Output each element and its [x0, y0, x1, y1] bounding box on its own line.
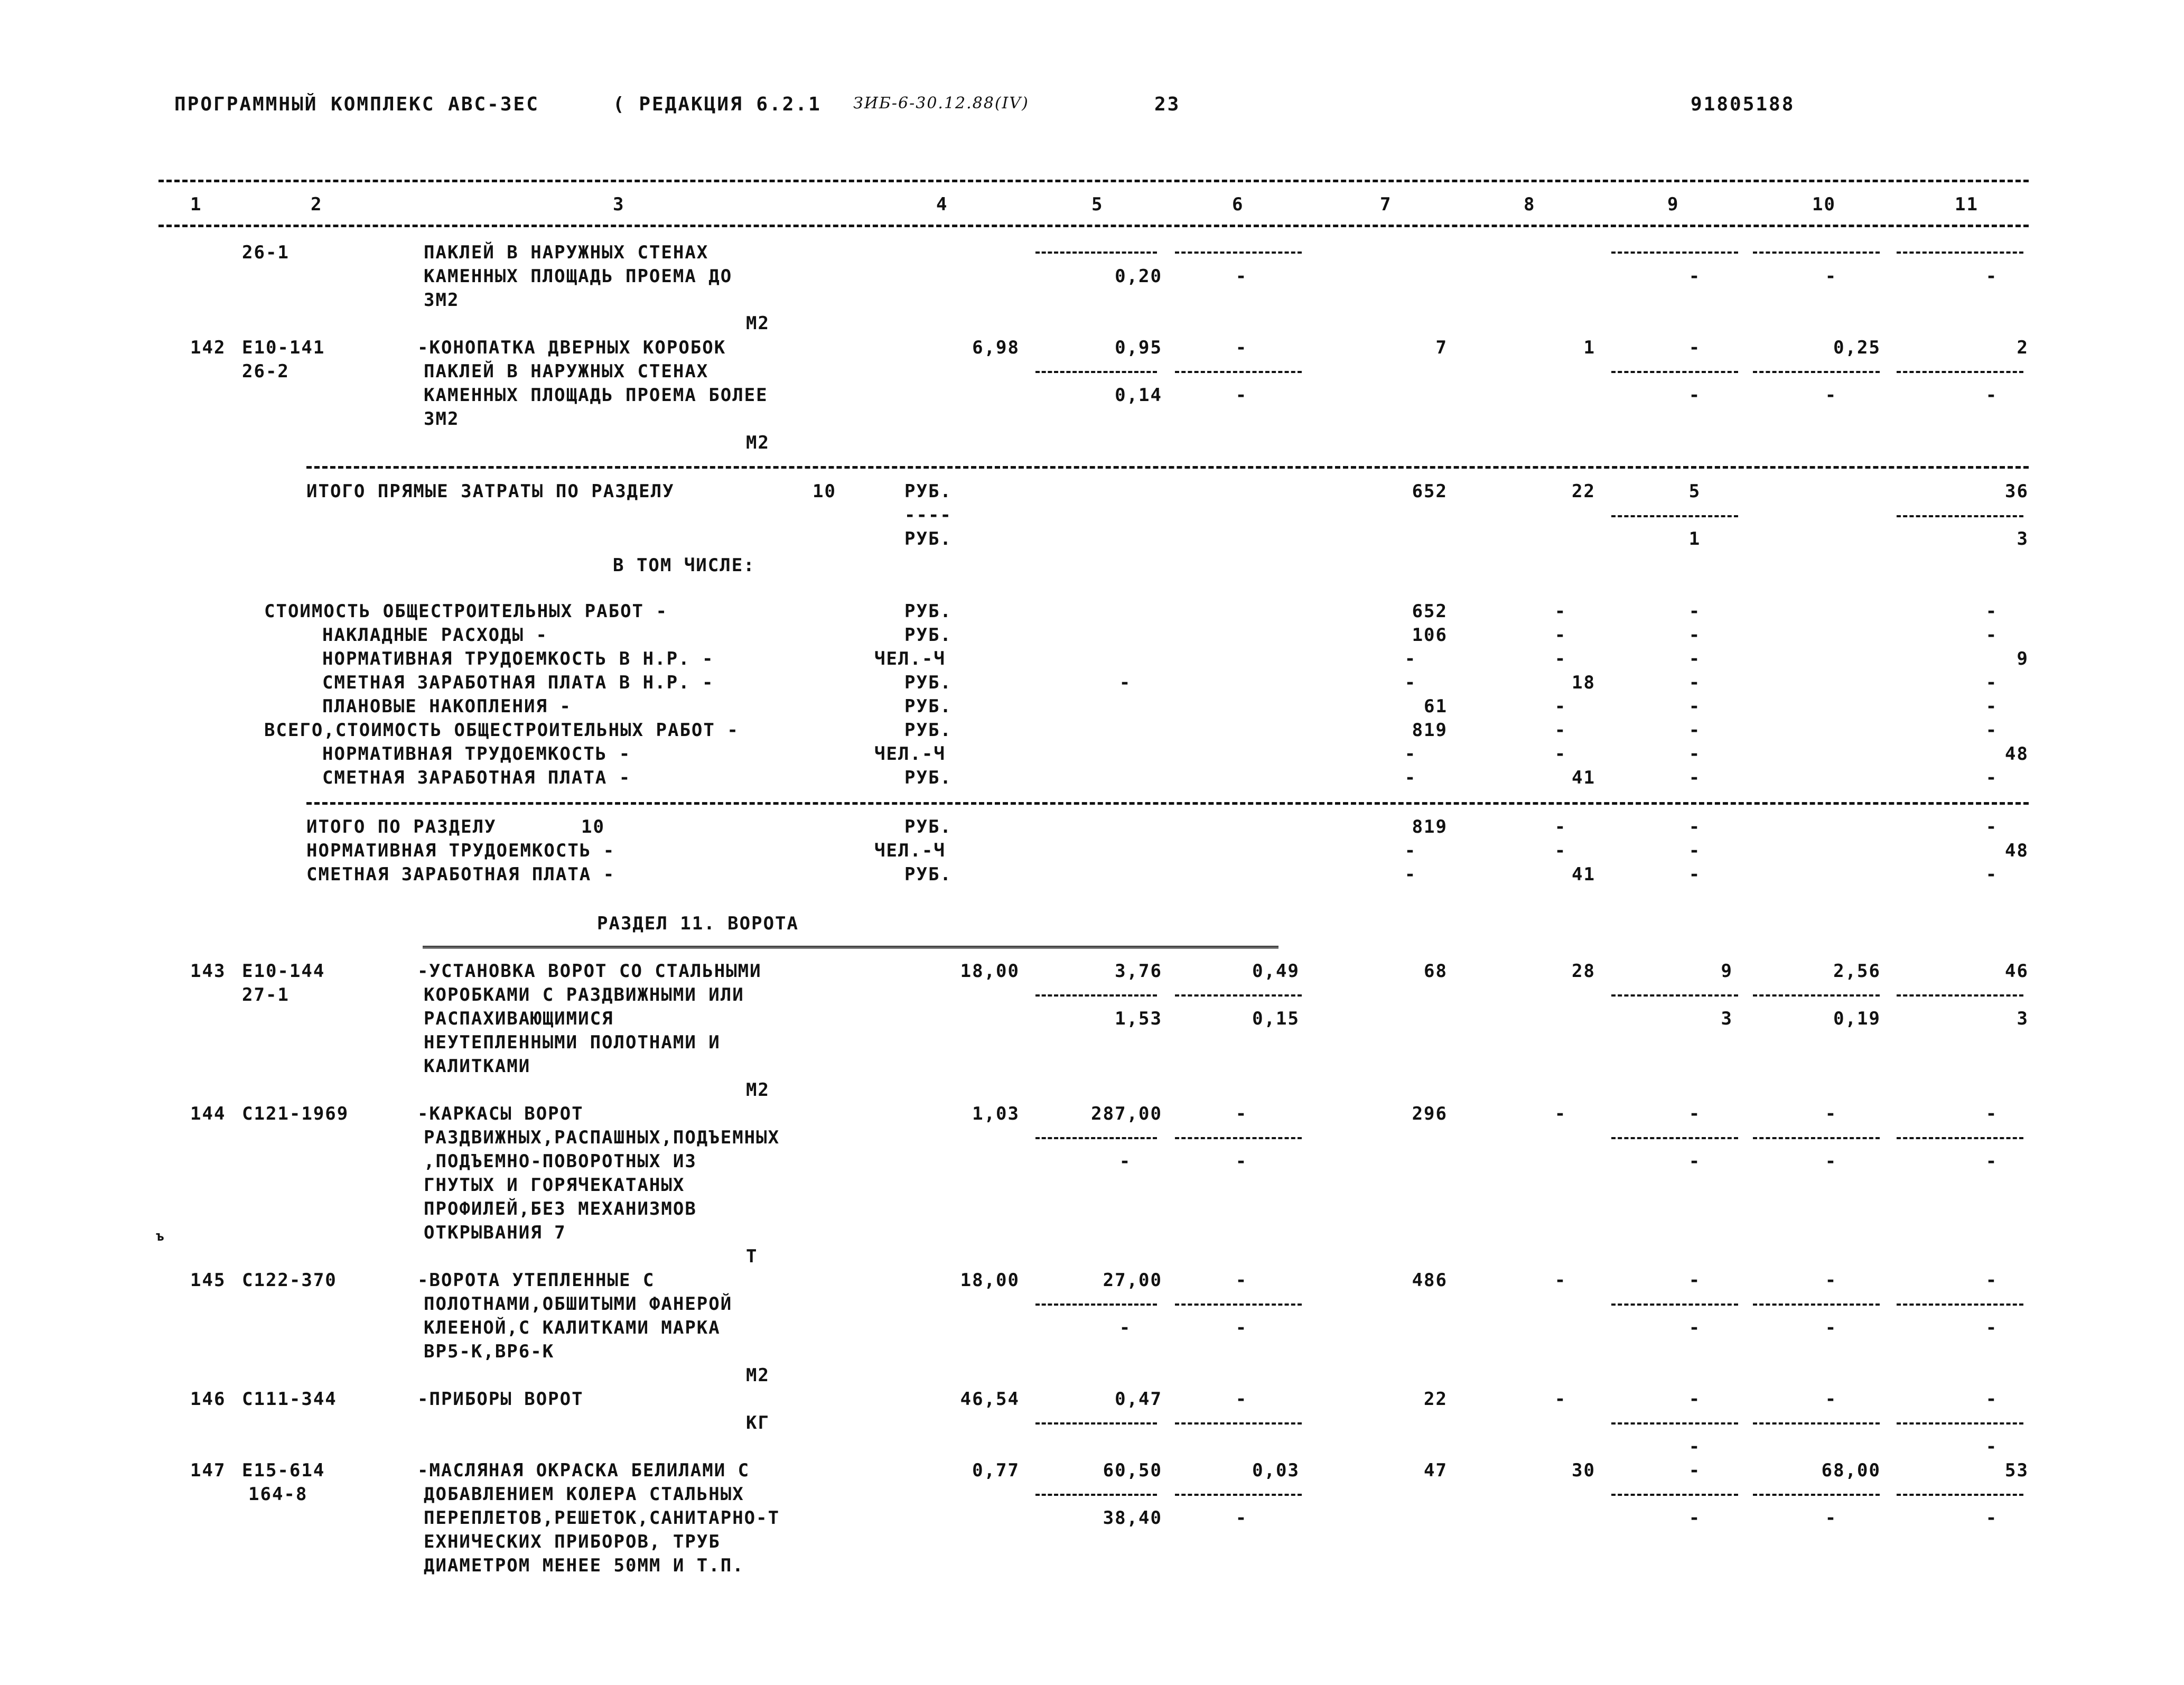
margin-mark: ъ	[156, 1228, 165, 1244]
cell-c9-lower: -	[1688, 1151, 1701, 1172]
cell-c9: -	[1688, 625, 1701, 646]
cell-c9-lower: 1	[1688, 528, 1701, 550]
cell-c9: -	[1688, 1460, 1701, 1481]
cell-c6-lower: -	[1235, 385, 1248, 406]
cell-c7: 61	[1424, 696, 1448, 717]
cell-c8: -	[1554, 743, 1567, 765]
section-heading: РАЗДЕЛ 11. ВОРОТА	[597, 913, 799, 934]
cell-c7: 652	[1412, 601, 1448, 622]
cell-c10-lower: -	[1825, 1151, 1837, 1172]
cell-c9: 9	[1721, 961, 1733, 982]
cell-c9: -	[1688, 743, 1701, 765]
cell-c9-lower: -	[1688, 266, 1701, 287]
cell-c10: -	[1825, 1389, 1837, 1410]
header-bottom-rule	[158, 225, 2029, 227]
direct-costs-label: ИТОГО ПРЯМЫЕ ЗАТРАТЫ ПО РАЗДЕЛУ	[306, 481, 675, 502]
cell-c5-lower: -	[1119, 1317, 1132, 1338]
cell-c6-lower: -	[1235, 266, 1248, 287]
row-desc-line: -УСТАНОВКА ВОРОТ СО СТАЛЬНЫМИ	[417, 961, 762, 982]
row-number: 147	[190, 1460, 226, 1481]
table-top-rule	[158, 180, 2029, 182]
column-header-4: 4	[936, 194, 948, 215]
cell-c5: 27,00	[1103, 1270, 1162, 1291]
column-header-5: 5	[1091, 194, 1104, 215]
cell-c11-lower: 3	[2017, 528, 2029, 550]
row-desc-line: ПАКЛЕЙ В НАРУЖНЫХ СТЕНАХ	[424, 361, 709, 382]
row-code2: 26-2	[242, 361, 290, 382]
section-heading-underline	[423, 946, 1278, 952]
row-desc-line: ДИАМЕТРОМ МЕНЕЕ 50ММ И Т.П.	[424, 1555, 744, 1576]
row-desc-line: -КОНОПАТКА ДВЕРНЫХ КОРОБОК	[417, 337, 726, 358]
cell-c9: -	[1688, 1389, 1701, 1410]
totals-unit: РУБ.	[904, 816, 952, 837]
cell-c8: -	[1554, 625, 1567, 646]
cell-c9: -	[1688, 337, 1701, 358]
breakdown-unit: РУБ.	[904, 601, 952, 622]
document-code: 91805188	[1691, 94, 1795, 115]
column-header-8: 8	[1524, 194, 1536, 215]
cell-c5: -	[1119, 672, 1132, 693]
row-desc-line: ОТКРЫВАНИЯ 7	[424, 1222, 566, 1243]
column-header-2: 2	[311, 194, 323, 215]
page-number: 23	[1154, 94, 1181, 115]
cell-c9: -	[1688, 720, 1701, 741]
row-code1: Е15-614	[242, 1460, 325, 1481]
cell-c5-lower: -	[1119, 1151, 1132, 1172]
cell-c11: -	[1985, 1389, 1998, 1410]
cell-c7: 486	[1412, 1270, 1448, 1291]
edition-label: ( РЕДАКЦИЯ 6.2.1	[613, 94, 822, 115]
breakdown-unit: РУБ.	[904, 672, 952, 693]
cell-c10-lower: -	[1825, 1317, 1837, 1338]
section-divider-rule	[306, 466, 2029, 469]
cell-c5-lower: 0,20	[1115, 266, 1162, 287]
row-desc-line: ПЕРЕПЛЕТОВ,РЕШЕТОК,САНИТАРНО-Т	[424, 1507, 780, 1529]
cell-c11: 46	[2005, 961, 2029, 982]
breakdown-label: СМЕТНАЯ ЗАРАБОТНАЯ ПЛАТА -	[322, 767, 631, 788]
cell-c10-lower: -	[1825, 385, 1837, 406]
breakdown-label: СТОИМОСТЬ ОБЩЕСТРОИТЕЛЬНЫХ РАБОТ -	[264, 601, 668, 622]
cell-c6: 0,03	[1252, 1460, 1300, 1481]
cell-c6-lower: 0,15	[1252, 1008, 1300, 1029]
cell-c10: -	[1825, 1270, 1837, 1291]
cell-c11-lower: 3	[2017, 1008, 2029, 1029]
row-code1: Е10-144	[242, 961, 325, 982]
breakdown-unit: РУБ.	[904, 625, 952, 646]
row-desc-line: ВР5-К,ВР6-К	[424, 1341, 555, 1362]
cell-c5: 3,76	[1115, 961, 1162, 982]
cell-c10-lower: -	[1825, 1507, 1837, 1529]
cell-c11: -	[1985, 696, 1998, 717]
totals-unit: РУБ.	[904, 864, 952, 885]
row-desc-line: ПРОФИЛЕЙ,БЕЗ МЕХАНИЗМОВ	[424, 1198, 697, 1219]
cell-c9: -	[1688, 648, 1701, 669]
cell-c9: -	[1688, 696, 1701, 717]
row-desc-line: ГНУТЫХ И ГОРЯЧЕКАТАНЫХ	[424, 1175, 685, 1196]
column-header-3: 3	[613, 194, 625, 215]
cell-c11: -	[1985, 625, 1998, 646]
totals-label: СМЕТНАЯ ЗАРАБОТНАЯ ПЛАТА -	[306, 864, 615, 885]
row-number: 143	[190, 961, 226, 982]
cell-c9-lower: -	[1688, 1317, 1701, 1338]
row-code2: 27-1	[242, 984, 290, 1006]
row-desc-line: -КАРКАСЫ ВОРОТ	[417, 1103, 584, 1124]
cell-c8: 41	[1572, 864, 1595, 885]
cell-c6: 0,49	[1252, 961, 1300, 982]
cell-c10: 0,25	[1833, 337, 1881, 358]
cell-c5: 60,50	[1103, 1460, 1162, 1481]
row-number: 142	[190, 337, 226, 358]
cell-c11: -	[1985, 767, 1998, 788]
cell-c8: 28	[1572, 961, 1595, 982]
cell-c6-lower: -	[1235, 1317, 1248, 1338]
cell-c7: 22	[1424, 1389, 1448, 1410]
cell-c10: 2,56	[1833, 961, 1881, 982]
cell-c5: 0,47	[1115, 1389, 1162, 1410]
cell-c6: -	[1235, 1103, 1248, 1124]
row-unit: КГ	[746, 1412, 770, 1433]
column-header-10: 10	[1812, 194, 1836, 215]
cell-c4: 46,54	[960, 1389, 1020, 1410]
column-header-1: 1	[190, 194, 202, 215]
cell-c9-lower: -	[1688, 1507, 1701, 1529]
cell-c10-lower: 0,19	[1833, 1008, 1881, 1029]
cell-c11: 48	[2005, 743, 2029, 765]
breakdown-unit: ЧЕЛ.-Ч	[874, 648, 946, 669]
cell-c11-lower: -	[1985, 266, 1998, 287]
cell-c11-lower: -	[1985, 385, 1998, 406]
cell-c8: -	[1554, 1270, 1567, 1291]
cell-c5-lower: 1,53	[1115, 1008, 1162, 1029]
column-header-7: 7	[1380, 194, 1392, 215]
cell-c8: 41	[1572, 767, 1595, 788]
cell-c8: -	[1554, 601, 1567, 622]
row-desc-line: РАЗДВИЖНЫХ,РАСПАШНЫХ,ПОДЪЕМНЫХ	[424, 1127, 780, 1148]
row-desc-line: -ПРИБОРЫ ВОРОТ	[417, 1389, 584, 1410]
cell-c9: -	[1688, 672, 1701, 693]
cell-c7: 819	[1412, 816, 1448, 837]
row-number: 144	[190, 1103, 226, 1124]
breakdown-label: НАКЛАДНЫЕ РАСХОДЫ -	[322, 625, 548, 646]
cell-c11: 53	[2005, 1460, 2029, 1481]
row-unit: Т	[746, 1246, 758, 1267]
program-title: ПРОГРАММНЫЙ КОМПЛЕКС АВС-ЗЕС	[174, 94, 539, 115]
row-code1: Е10-141	[242, 337, 325, 358]
totals-section: 10	[581, 816, 605, 837]
cell-c11-lower: -	[1985, 1317, 1998, 1338]
cell-c9: -	[1688, 864, 1701, 885]
cell-c11: -	[1985, 1103, 1998, 1124]
cell-c7: 296	[1412, 1103, 1448, 1124]
row-code1: С122-370	[242, 1270, 337, 1291]
cell-c5-lower: 38,40	[1103, 1507, 1162, 1529]
direct-costs-section: 10	[813, 481, 836, 502]
cell-c7: -	[1404, 864, 1417, 885]
row-number: 145	[190, 1270, 226, 1291]
cell-c6: -	[1235, 1389, 1248, 1410]
row-desc-line: 3М2	[424, 290, 460, 311]
row-unit: М2	[746, 1365, 770, 1386]
column-header-11: 11	[1955, 194, 1978, 215]
breakdown-label: НОРМАТИВНАЯ ТРУДОЕМКОСТЬ -	[322, 743, 631, 765]
breakdown-label: СМЕТНАЯ ЗАРАБОТНАЯ ПЛАТА В Н.Р. -	[322, 672, 714, 693]
cell-c8: -	[1554, 816, 1567, 837]
cell-c7: -	[1404, 672, 1417, 693]
cell-c8: 30	[1572, 1460, 1595, 1481]
row-desc-line: КОРОБКАМИ С РАЗДВИЖНЫМИ ИЛИ	[424, 984, 744, 1006]
row-desc-line: КАМЕННЫХ ПЛОЩАДЬ ПРОЕМА ДО	[424, 266, 733, 287]
row-desc-line: ЕХНИЧЕСКИХ ПРИБОРОВ, ТРУБ	[424, 1531, 721, 1552]
cell-c9: -	[1688, 1270, 1701, 1291]
breakdown-label: ВСЕГО,СТОИМОСТЬ ОБЩЕСТРОИТЕЛЬНЫХ РАБОТ -	[264, 720, 739, 741]
row-unit: М2	[746, 1079, 770, 1101]
cell-c8: 1	[1583, 337, 1595, 358]
cell-c6: -	[1235, 337, 1248, 358]
cell-c7: 106	[1412, 625, 1448, 646]
cell-c7: 7	[1435, 337, 1448, 358]
breakdown-label: ПЛАНОВЫЕ НАКОПЛЕНИЯ -	[322, 696, 572, 717]
cell-c9-extra: -	[1688, 1436, 1701, 1457]
totals-label: НОРМАТИВНАЯ ТРУДОЕМКОСТЬ -	[306, 840, 615, 861]
cell-c5: 287,00	[1091, 1103, 1162, 1124]
direct-costs-unit2: РУБ.	[904, 528, 952, 550]
breakdown-label: НОРМАТИВНАЯ ТРУДОЕМКОСТЬ В Н.Р. -	[322, 648, 714, 669]
row-desc-line: 3М2	[424, 408, 460, 430]
direct-costs-unit: РУБ.	[904, 481, 952, 502]
cell-c10: -	[1825, 1103, 1837, 1124]
row-desc-line: КАЛИТКАМИ	[424, 1056, 531, 1077]
row-desc-line: ,ПОДЪЕМНО-ПОВОРОТНЫХ ИЗ	[424, 1151, 697, 1172]
breakdown-unit: РУБ.	[904, 767, 952, 788]
cell-c11: -	[1985, 720, 1998, 741]
cell-c11: -	[1985, 672, 1998, 693]
cell-c9: -	[1688, 840, 1701, 861]
row-desc-line: НЕУТЕПЛЕННЫМИ ПОЛОТНАМИ И	[424, 1032, 721, 1053]
cell-c9: -	[1688, 767, 1701, 788]
breakdown-unit: ЧЕЛ.-Ч	[874, 743, 946, 765]
row-code2: 26-1	[242, 242, 290, 263]
direct-costs-unit-dashes: ----	[904, 505, 952, 526]
cell-c9: 5	[1688, 481, 1701, 502]
breakdown-unit: РУБ.	[904, 696, 952, 717]
row-desc-line: -МАСЛЯНАЯ ОКРАСКА БЕЛИЛАМИ С	[417, 1460, 750, 1481]
cell-c5-lower: 0,14	[1115, 385, 1162, 406]
cell-c7: 47	[1424, 1460, 1448, 1481]
column-header-6: 6	[1232, 194, 1244, 215]
cell-c11-extra: -	[1985, 1436, 1998, 1457]
cell-c8: -	[1554, 1389, 1567, 1410]
cell-c10-lower: -	[1825, 266, 1837, 287]
handwritten-note: ЗИБ-6-30.12.88(IV)	[853, 94, 1029, 113]
cell-c9-lower: -	[1688, 385, 1701, 406]
cell-c9: -	[1688, 1103, 1701, 1124]
cell-c4: 18,00	[960, 1270, 1020, 1291]
breakdown-unit: РУБ.	[904, 720, 952, 741]
cell-c11: -	[1985, 601, 1998, 622]
cell-c11: 2	[2017, 337, 2029, 358]
cell-c8: -	[1554, 840, 1567, 861]
row-desc-line: ДОБАВЛЕНИЕМ КОЛЕРА СТАЛЬНЫХ	[424, 1484, 744, 1505]
totals-label: ИТОГО ПО РАЗДЕЛУ	[306, 816, 497, 837]
totals-unit: ЧЕЛ.-Ч	[874, 840, 946, 861]
cell-c7: -	[1404, 743, 1417, 765]
cell-c4: 0,77	[972, 1460, 1020, 1481]
column-header-9: 9	[1667, 194, 1679, 215]
cell-c7: -	[1404, 648, 1417, 669]
section-divider-rule	[306, 802, 2029, 805]
cell-c10: 68,00	[1821, 1460, 1881, 1481]
cell-c4: 18,00	[960, 961, 1020, 982]
cell-c8: -	[1554, 648, 1567, 669]
row-desc-line: КЛЕЕНОЙ,С КАЛИТКАМИ МАРКА	[424, 1317, 721, 1338]
row-desc-line: КАМЕННЫХ ПЛОЩАДЬ ПРОЕМА БОЛЕЕ	[424, 385, 768, 406]
cell-c11: -	[1985, 864, 1998, 885]
cell-c7: -	[1404, 840, 1417, 861]
cell-c11: 36	[2005, 481, 2029, 502]
cell-c6-lower: -	[1235, 1151, 1248, 1172]
cell-c11: 9	[2017, 648, 2029, 669]
cell-c9: -	[1688, 816, 1701, 837]
row-desc-line: РАСПАХИВАЮЩИМИСЯ	[424, 1008, 614, 1029]
cell-c8: -	[1554, 696, 1567, 717]
cell-c8: -	[1554, 720, 1567, 741]
row-unit: М2	[746, 432, 770, 453]
cell-c6: -	[1235, 1270, 1248, 1291]
including-heading: В ТОМ ЧИСЛЕ:	[613, 555, 755, 576]
row-code2: 164-8	[248, 1484, 308, 1505]
cell-c7: 68	[1424, 961, 1448, 982]
row-desc-line: ПОЛОТНАМИ,ОБШИТЫМИ ФАНЕРОЙ	[424, 1293, 733, 1315]
row-unit: М2	[746, 313, 770, 334]
cell-c11: -	[1985, 1270, 1998, 1291]
row-code1: С121-1969	[242, 1103, 349, 1124]
cell-c4: 1,03	[972, 1103, 1020, 1124]
cell-c5: 0,95	[1115, 337, 1162, 358]
cell-c7: 819	[1412, 720, 1448, 741]
cell-c9: -	[1688, 601, 1701, 622]
cell-c11-lower: -	[1985, 1151, 1998, 1172]
cell-c11: 48	[2005, 840, 2029, 861]
cell-c7: 652	[1412, 481, 1448, 502]
cell-c8: -	[1554, 1103, 1567, 1124]
row-desc-line: ПАКЛЕЙ В НАРУЖНЫХ СТЕНАХ	[424, 242, 709, 263]
cell-c8: 22	[1572, 481, 1595, 502]
cell-c11-lower: -	[1985, 1507, 1998, 1529]
row-desc-line: -ВОРОТА УТЕПЛЕННЫЕ С	[417, 1270, 655, 1291]
cell-c11: -	[1985, 816, 1998, 837]
cell-c6-lower: -	[1235, 1507, 1248, 1529]
row-number: 146	[190, 1389, 226, 1410]
cell-c7: -	[1404, 767, 1417, 788]
cell-c4: 6,98	[972, 337, 1020, 358]
row-code1: С111-344	[242, 1389, 337, 1410]
cell-c8: 18	[1572, 672, 1595, 693]
cell-c9-lower: 3	[1721, 1008, 1733, 1029]
